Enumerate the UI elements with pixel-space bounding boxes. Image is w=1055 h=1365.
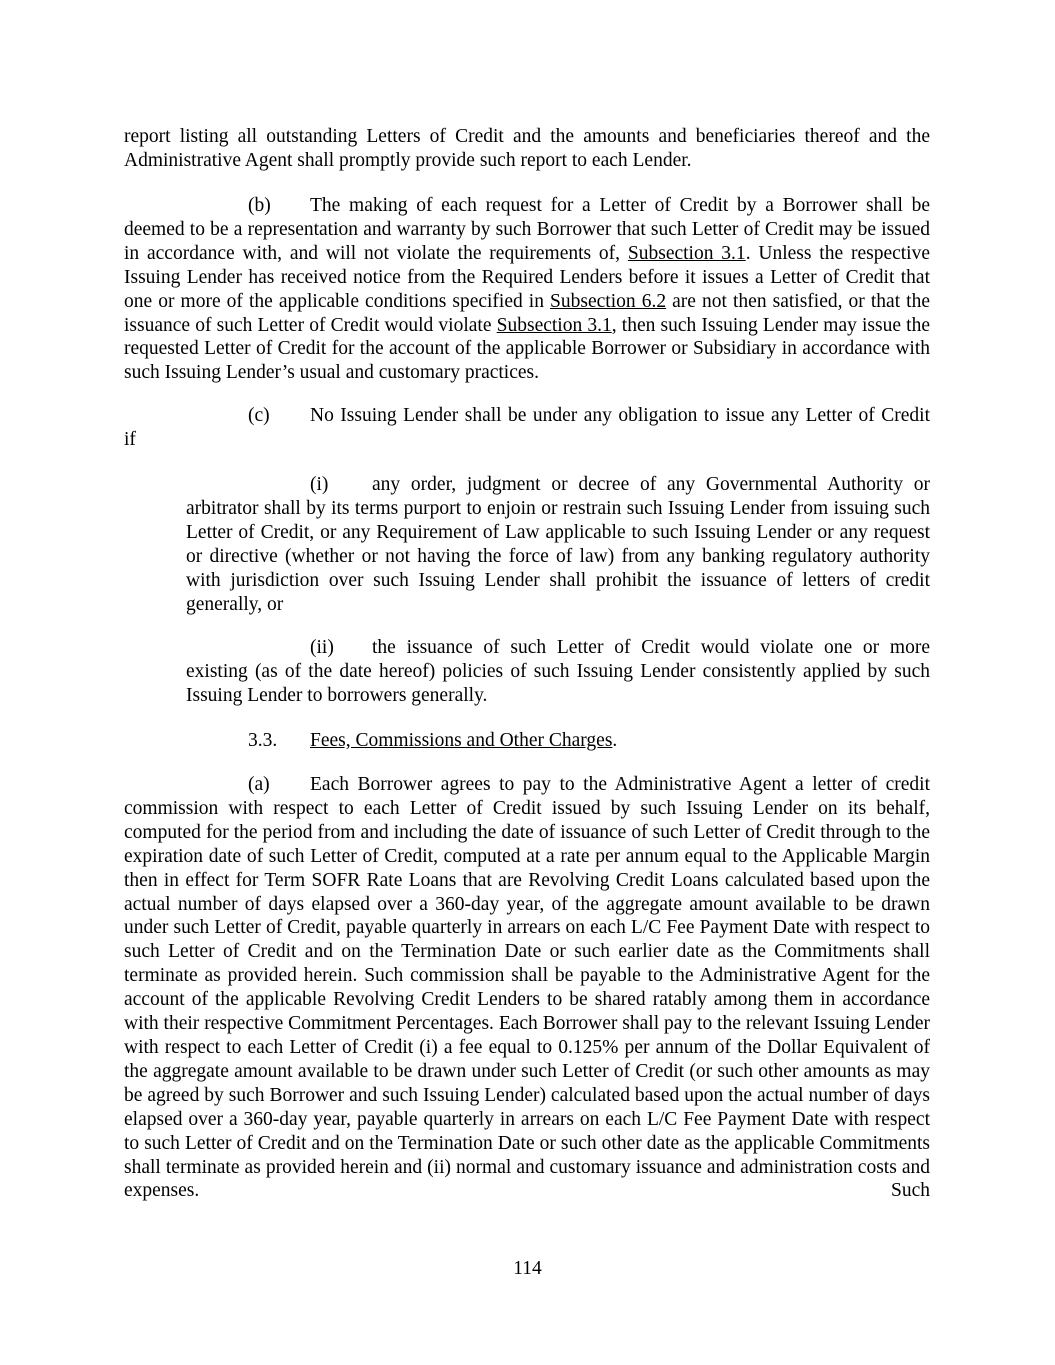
paragraph-text: are not then satisfied, or that the issuance of such Letter of Credit would violate (124, 290, 930, 336)
paragraph-a (124, 773, 930, 1203)
clause-label: (i) (310, 474, 329, 495)
paragraph-text: , then such Issuing Lender may issue the requested Letter of Credit for the account of the applicable Borrower or Subsidiary in accordance with such Issuing Lender’s usual and customary practices. (124, 314, 930, 384)
section-number: 3.3. (248, 730, 278, 751)
paragraph-b (124, 194, 930, 385)
section-heading (124, 729, 930, 753)
paragraph-c (124, 404, 930, 428)
paragraph-label: (b) (248, 195, 271, 216)
subsection-reference: Subsection 3.1 (627, 242, 746, 264)
paragraph-text: No Issuing Lender shall be under any obligation to issue any Letter of Credit (310, 405, 930, 426)
section-title-end: . (612, 730, 618, 751)
clause-text: any order, judgment or decree of any Governmental Authority or arbitrator shall by its terms purport to enjoin or restrain such Issuing Lender from issuing such Letter of Credit, or any Requirement of Law applicable to such Issuing Lender or any request or directive (whether or not having the force of law) from any banking regulatory authority with jurisdiction over such Issuing Lender shall prohibit the issuance of letters of credit generally, or (186, 474, 930, 615)
section-title: Fees, Commissions and Other Charges (310, 730, 613, 751)
subsection-reference: Subsection 6.2 (550, 290, 667, 312)
paragraph-c-tail: if (124, 429, 136, 450)
paragraph-continued (124, 125, 930, 173)
clause-label: (ii) (310, 637, 334, 658)
subsection-reference: Subsection 3.1 (496, 314, 612, 336)
clause-ii (186, 636, 930, 708)
paragraph-text: . Unless the respective Issuing Lender has received notice from the Required Lenders before it issues a Letter of Credit that one or more of the applicable conditions specified in (124, 242, 930, 312)
clause-i (186, 473, 930, 616)
paragraph-label: (a) (248, 774, 270, 795)
paragraph-label: (c) (248, 405, 270, 426)
paragraph-text: report listing all outstanding Letters of Credit and the amounts and beneficiaries thereof and the Administrative Agent shall promptly provide such report to each Lender. (124, 126, 930, 171)
clause-text: the issuance of such Letter of Credit would violate one or more existing (as of the date hereof) policies of such Issuing Lender consistently applied by such Issuing Lender to borrowers generally. (186, 637, 930, 706)
page-number: 114 (513, 1258, 542, 1279)
paragraph-text: The making of each request for a Letter of Credit by a Borrower shall be deemed to be a representation and warranty by such Borrower that such Letter of Credit may be issued in accordance with, and will not violate the requirements of, (124, 195, 930, 264)
paragraph-text: Each Borrower agrees to pay to the Administrative Agent a letter of credit commission with respect to each Letter of Credit issued by such Issuing Lender on its behalf, computed for the period from and including the date of issuance of such Letter of Credit through to the expiration date of such Letter of Credit, computed at a rate per annum equal to the Applicable Margin then in effect for Term SOFR Rate Loans that are Revolving Credit Loans calculated based upon the actual number of days elapsed over a 360-day year, of the aggregate amount available to be drawn under such Letter of Credit, payable quarterly in arrears on each L/C Fee Payment Date with respect to such Letter of Credit and on the Termination Date or such earlier date as the Commitments shall terminate as provided herein. Such commission shall be payable to the Administrative Agent for the account of the applicable Revolving Credit Lenders to be shared ratably among them in accordance with their respective Commitment Percentages. Each Borrower shall pay to the relevant Issuing Lender with respect to each Letter of Credit (i) a fee equal to 0.125% per annum of the Dollar Equivalent of the aggregate amount available to be drawn under such Letter of Credit (or such other amounts as may be agreed by such Borrower and such Issuing Lender) calculated based upon the actual number of days elapsed over a 360-day year, payable quarterly in arrears on each L/C Fee Payment Date with respect to such Letter of Credit and on the Termination Date or such other date as the applicable Commitments shall terminate as provided herein and (ii) normal and customary issuance and administration costs and expenses. Such (124, 774, 930, 1202)
